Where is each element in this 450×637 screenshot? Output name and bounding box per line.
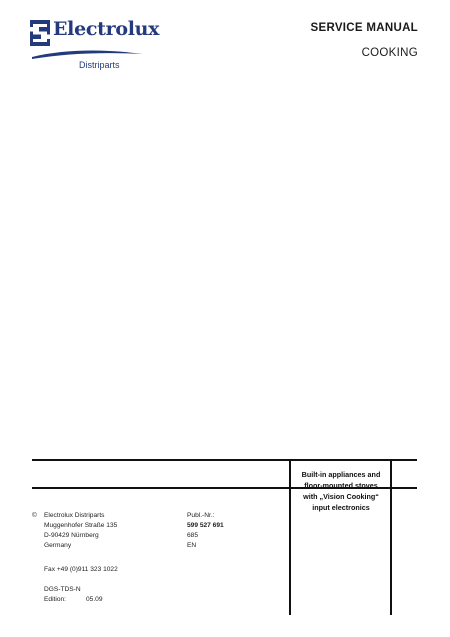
electrolux-logo <box>30 18 170 68</box>
page-subtitle: COOKING <box>361 47 418 59</box>
description-line-4: input electronics <box>312 503 370 512</box>
page-title: SERVICE MANUAL <box>310 22 418 34</box>
description-line-3: with „Vision Cooking“ <box>303 492 379 501</box>
electrolux-logo-icon <box>30 20 50 46</box>
logo-brand-name: Electrolux <box>53 18 160 40</box>
copyright-symbol: © <box>32 512 37 519</box>
product-description <box>293 469 389 513</box>
edition-value: 05.09 <box>86 596 103 603</box>
publication-label: Publ.-Nr.: <box>187 512 215 519</box>
publication-number: 599 527 691 <box>187 522 224 529</box>
footer-top-rule <box>32 459 417 461</box>
publication-code: 685 <box>187 532 199 539</box>
logo-swoosh-icon <box>30 48 145 60</box>
description-line-2: floor-mounted stoves <box>304 481 378 490</box>
publication-language: EN <box>187 542 197 549</box>
publisher-city: D-90429 Nürnberg <box>44 532 99 539</box>
logo-subbrand: Distriparts <box>79 60 120 70</box>
publisher-country: Germany <box>44 542 72 549</box>
publisher-company: Electrolux Distriparts <box>44 512 105 519</box>
footer-left-divider <box>289 459 291 615</box>
edition-label: Edition: <box>44 596 66 603</box>
publisher-street: Muggenhofer Straße 135 <box>44 522 118 529</box>
description-line-1: Built-in appliances and <box>301 470 381 479</box>
footer-right-divider <box>390 459 392 615</box>
publisher-department: DGS-TDS-N <box>44 586 81 593</box>
publisher-fax: Fax +49 (0)911 323 1022 <box>44 566 118 573</box>
